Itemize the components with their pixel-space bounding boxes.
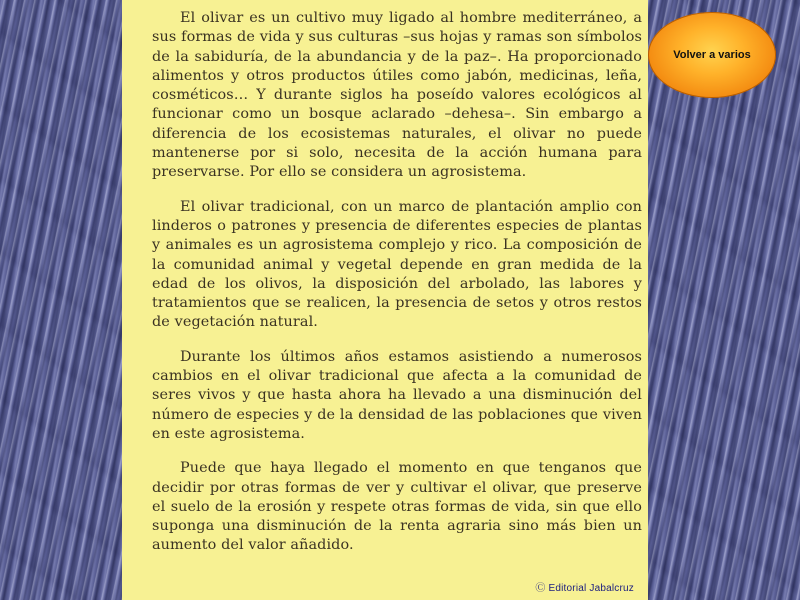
back-button-label: Volver a varios	[673, 49, 751, 61]
paragraph-2: El olivar tradicional, con un marco de plantación amplio con linderos o patrones y presencia de diferentes especies de plantas y animales es un agrosistema complejo y rico. La composición de la comunidad animal y vegetal depende en gran medida de la edad de los olivos, la disposición del arbolado, las labores y tratamientos que se realicen, la presencia de setos y otros restos de vegetación natural.	[152, 198, 642, 331]
paragraph-1: El olivar es un cultivo muy ligado al hombre mediterráneo, a sus formas de vida y sus culturas –sus hojas y ramas son símbolos de la sabiduría, de la abundancia y de la paz–. Ha proporcionado alimentos y otros productos útiles como jabón, medicinas, leña, cosméticos… Y durante siglos ha poseído valores ecológicos al funcionar como un bosque aclarado –dehesa–. Sin embargo a diferencia de los ecosistemas naturales, el olivar no puede mantenerse por si solo, necesita de la acción humana para preservarse. Por ello se considera un agrosistema.	[152, 10, 642, 181]
back-to-various-button[interactable]	[648, 12, 776, 98]
paragraph-4: Puede que haya llegado el momento en que tenganos que decidir por otras formas de ver y cultivar el olivar, que preserve el suelo de la erosión y respete otras formas de vida, sin que ello suponga una disminución de la renta agraria sino más bien un aumento del valor añadido.	[152, 460, 642, 554]
document-panel	[122, 0, 648, 600]
copyright-credit: Ⓒ Editorial Jabalcruz	[535, 582, 634, 594]
paragraph-3: Durante los últimos años estamos asistiendo a numerosos cambios en el olivar tradicional que afecta a la comunidad de seres vivos y que hasta ahora ha llevado a una disminución del número de especies y de la densidad de las poblaciones que viven en este agrosistema.	[152, 348, 642, 442]
